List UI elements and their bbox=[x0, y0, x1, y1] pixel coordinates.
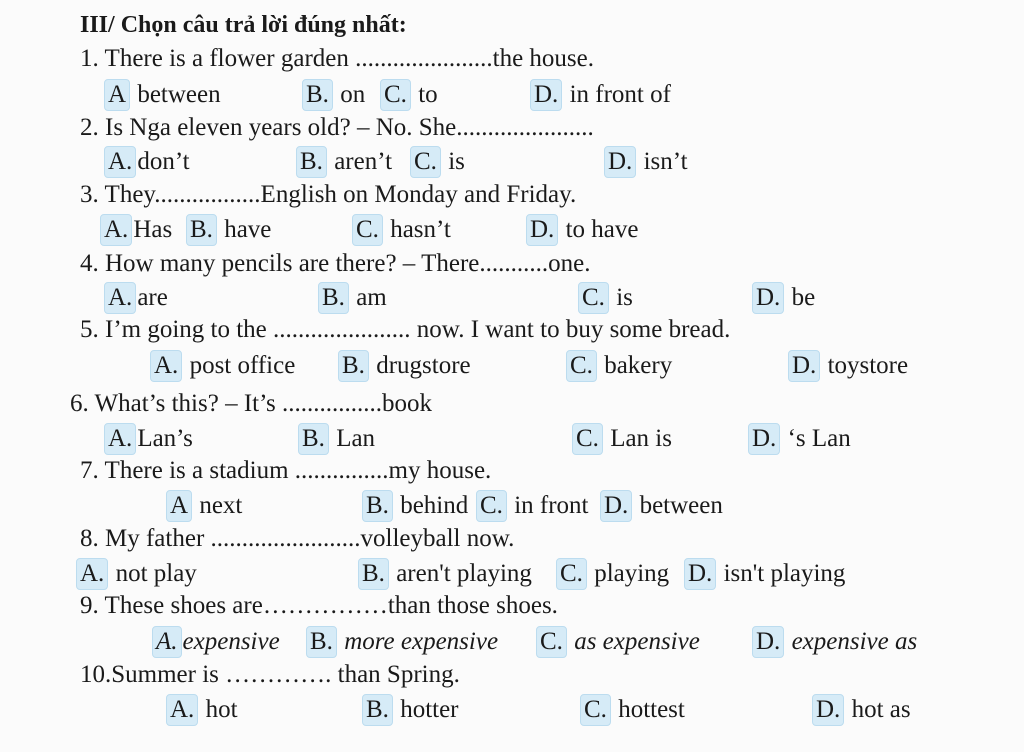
q8-option-a[interactable]: A. not play bbox=[76, 558, 197, 590]
question-1-text: 1. There is a flower garden ......................the house. bbox=[80, 45, 594, 72]
q6-option-a[interactable]: A. Lan’s bbox=[104, 423, 193, 455]
q4-option-d[interactable]: D. be bbox=[752, 282, 815, 314]
q2-option-a[interactable]: A. don’t bbox=[104, 146, 190, 178]
q2-option-b[interactable]: B. aren’t bbox=[296, 146, 392, 178]
q3-option-c[interactable]: C. hasn’t bbox=[352, 214, 451, 246]
question-9-text: 9. These shoes are……………than those shoes. bbox=[80, 592, 558, 619]
q4-option-a[interactable]: A. are bbox=[104, 282, 168, 314]
question-7-text: 7. There is a stadium ...............my house. bbox=[80, 457, 492, 484]
q1-option-d[interactable]: D. in front of bbox=[530, 79, 671, 111]
q4-option-b[interactable]: B. am bbox=[318, 282, 387, 314]
q3-option-a[interactable]: A. Has bbox=[100, 214, 172, 246]
q10-option-d[interactable]: D. hot as bbox=[812, 694, 911, 726]
q7-option-c[interactable]: C. in front bbox=[476, 490, 588, 522]
question-3-text: 3. They.................English on Monday and Friday. bbox=[80, 181, 577, 208]
q3-option-d[interactable]: D. to have bbox=[526, 214, 638, 246]
q4-option-c[interactable]: C. is bbox=[578, 282, 633, 314]
question-2-text: 2. Is Nga eleven years old? – No. She...................... bbox=[80, 114, 594, 141]
q6-option-c[interactable]: C. Lan is bbox=[572, 423, 672, 455]
q10-option-b[interactable]: B. hotter bbox=[362, 694, 459, 726]
q5-option-b[interactable]: B. drugstore bbox=[338, 350, 471, 382]
question-8-text: 8. My father ........................volleyball now. bbox=[80, 525, 515, 552]
cropped-top-text bbox=[0, 0, 1024, 2]
q10-option-c[interactable]: C. hottest bbox=[580, 694, 685, 726]
q8-option-d[interactable]: D. isn't playing bbox=[684, 558, 845, 590]
q2-option-d[interactable]: D. isn’t bbox=[604, 146, 688, 178]
question-4-text: 4. How many pencils are there? – There...........one. bbox=[80, 250, 591, 277]
q2-option-c[interactable]: C. is bbox=[410, 146, 465, 178]
q7-option-a[interactable]: A next bbox=[166, 490, 242, 522]
question-5-text: 5. I’m going to the ...................... now. I want to buy some bread. bbox=[80, 316, 731, 343]
q3-option-b[interactable]: B. have bbox=[186, 214, 271, 246]
q6-option-d[interactable]: D. ‘s Lan bbox=[748, 423, 851, 455]
q9-option-d[interactable]: D. expensive as bbox=[752, 626, 917, 658]
question-6-text: 6. What’s this? – It’s ................book bbox=[70, 390, 433, 417]
q9-option-c[interactable]: C. as expensive bbox=[536, 626, 700, 658]
q8-option-c[interactable]: C. playing bbox=[556, 558, 669, 590]
q9-option-a[interactable]: A. expensive bbox=[152, 626, 280, 658]
q7-option-b[interactable]: B. behind bbox=[362, 490, 468, 522]
q1-option-c[interactable]: C. to bbox=[380, 79, 438, 111]
q10-option-a[interactable]: A. hot bbox=[166, 694, 238, 726]
q1-option-b[interactable]: B. on bbox=[302, 79, 365, 111]
q5-option-c[interactable]: C. bakery bbox=[566, 350, 672, 382]
section-title: III/ Chọn câu trả lời đúng nhất: bbox=[80, 12, 407, 38]
q7-option-d[interactable]: D. between bbox=[600, 490, 723, 522]
q5-option-a[interactable]: A. post office bbox=[150, 350, 295, 382]
q5-option-d[interactable]: D. toystore bbox=[788, 350, 908, 382]
question-10-text: 10.Summer is …………. than Spring. bbox=[80, 661, 460, 688]
q6-option-b[interactable]: B. Lan bbox=[298, 423, 375, 455]
q9-option-b[interactable]: B. more expensive bbox=[306, 626, 498, 658]
q8-option-b[interactable]: B. aren't playing bbox=[358, 558, 532, 590]
q1-option-a[interactable]: A between bbox=[104, 79, 221, 111]
